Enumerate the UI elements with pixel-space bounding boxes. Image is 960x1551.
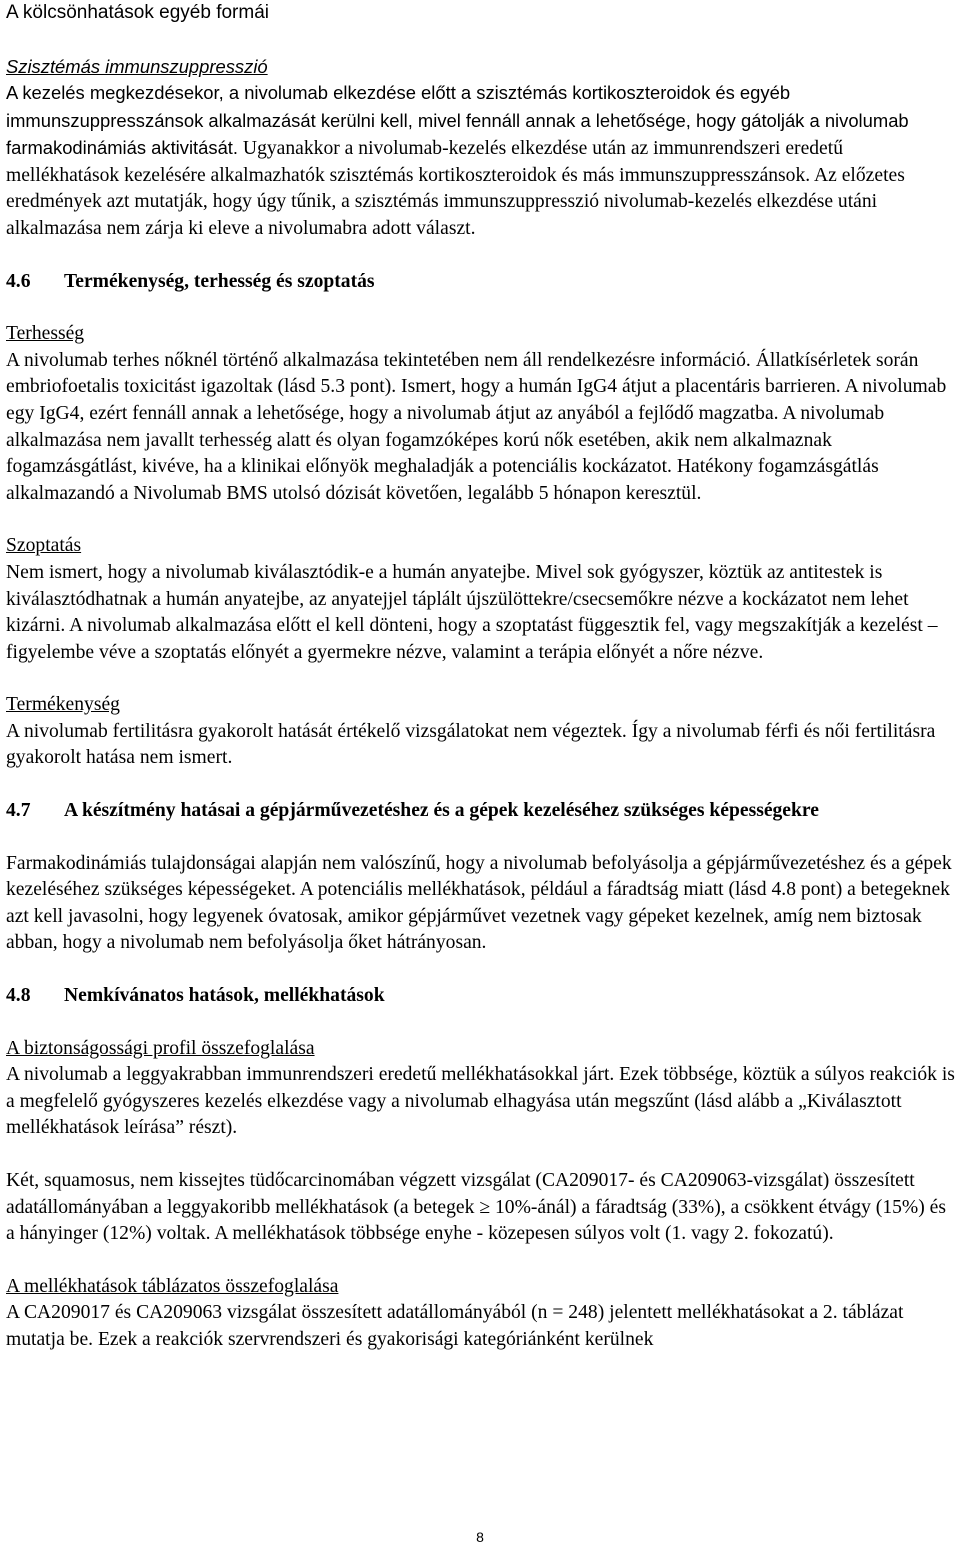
paragraph-text: Ugyanakkor a nivolumab-kezelés elkezdése után az immunrendszeri eredetű mellékhatások kezelésére alkalmazhatók szisztémás kortikoszteroidok és más immunszuppresszánsok. Az előzetes eredmények azt mutatják, hogy úgy tűnik, a szisztémás immunszuppresszió nivolumab-kezelés elkezdése utáni alkalmazása nem zárja ki eleve a nivolumabra adott választ. xyxy=(6,138,905,239)
section-heading-4-6 xyxy=(6,269,956,296)
document-page xyxy=(6,0,956,1354)
paragraph: Két, squamosus, nem kissejtes tüdőcarcinomában végzett vizsgálat (CA209017- és CA209063-vizsgálat) összesített adatállományában a leggyakoribb mellékhatások (a betegek ≥ 10%-ánál) a fáradtság (33%), a csökkent étvágy (15%) és a hányinger (12%) voltak. A mellékhatások többsége enyhe - közepesen súlyos volt (1. vagy 2. fokozatú). xyxy=(6,1170,946,1245)
section-heading-4-7 xyxy=(6,798,956,825)
section-heading-4-8 xyxy=(6,983,956,1010)
subsection-heading: A biztonságossági profil összefoglalása xyxy=(6,1037,315,1059)
paragraph: A nivolumab a leggyakrabban immunrendszeri eredetű mellékhatásokkal járt. Ezek többsége, köztük a súlyos reakciók is a megfelelő gyógyszeres kezelés elkezdése vagy a nivolumab elhagyása után megszűnt (lásd alább a „Kiválasztott mellékhatások leírása” részt). xyxy=(6,1064,955,1139)
highlighted-text: A kezelés megkezdésekor, a nivolumab elkezdése előtt a szisztémás kortikoszteroidok és egyéb immunszuppresszánsok alkalmazását kerülni kell, mivel fennáll annak a lehetősége, hogy gátolják a nivolumab farmakodinámiás aktivitását. xyxy=(6,82,909,159)
paragraph: Farmakodinámiás tulajdonságai alapján nem valószínű, hogy a nivolumab befolyásolja a gépjárművezetéshez és a gépek kezeléséhez szükséges képességeket. A potenciális mellékhatások, például a fáradtság miatt (lásd 4.8 pont) a betegeknek azt kell javasolni, hogy legyenek óvatosak, amikor gépjárművet vezetnek vagy gépeket kezelnek, amíg nem biztosak abban, hogy a nivolumab nem befolyásolja őket hátrányosan. xyxy=(6,852,952,954)
paragraph: A CA209017 és CA209063 vizsgálat összesített adatállományából (n = 248) jelentett mellékhatásokat a 2. táblázat mutatja be. Ezek a reakciók szervrendszeri és gyakorisági kategóriánként kerülnek xyxy=(6,1302,904,1350)
section-title: A kölcsönhatások egyéb formái xyxy=(6,2,269,23)
subsection-heading: Szoptatás xyxy=(6,535,82,557)
subsection-heading: Termékenység xyxy=(6,694,120,716)
paragraph: A nivolumab fertilitásra gyakorolt hatását értékelő vizsgálatokat nem végeztek. Így a nivolumab férfi és női fertilitásra gyakorolt hatása nem ismert. xyxy=(6,720,936,769)
paragraph xyxy=(6,80,956,243)
heading-number: 4.6 xyxy=(6,270,31,292)
page-number: 8 xyxy=(476,1529,484,1545)
paragraph: A nivolumab terhes nőknél történő alkalmazása tekintetében nem áll rendelkezésre információ. Állatkísérletek során embriofoetalis toxicitást igazoltak (lásd 5.3 pont). Ismert, hogy a humán IgG4 átjut a placentáris barrieren. A nivolumab egy IgG4, ezért fennáll annak a lehetősége, hogy a nivolumab átjut az anyából a fejlődő magzatba. A nivolumab alkalmazása nem javallt terhesség alatt és olyan fogamzóképes korú nők esetében, akik nem alkalmaznak fogamzásgátlást, kivéve, ha a klinikai előnyök meghaladják a potenciális kockázatot. Hatékony fogamzásgátlás alkalmazandó a Nivolumab BMS utolsó dózisát követően, legalább 5 hónapon keresztül. xyxy=(6,349,947,504)
heading-text: A készítmény hatásai a gépjárművezetéshez és a gépek kezeléséhez szükséges képességekre xyxy=(64,800,819,822)
subsection-heading: A mellékhatások táblázatos összefoglalása xyxy=(6,1275,339,1297)
subsection-heading: Szisztémás immunszuppresszió xyxy=(6,56,268,77)
heading-number: 4.7 xyxy=(6,800,31,822)
heading-text: Nemkívánatos hatások, mellékhatások xyxy=(64,985,385,1007)
heading-number: 4.8 xyxy=(6,985,31,1007)
subsection-heading: Terhesség xyxy=(6,323,85,345)
heading-text: Termékenység, terhesség és szoptatás xyxy=(64,270,375,292)
paragraph: Nem ismert, hogy a nivolumab kiválasztódik-e a humán anyatejbe. Mivel sok gyógyszer, köztük az antitestek is kiválasztódhatnak a humán anyatejbe, az anyatejjel táplált újszülöttekre/csecsemőkre nézve a kockázatot nem lehet kizárni. A nivolumab alkalmazása előtt el kell dönteni, hogy a szoptatást függesztik fel, vagy megszakítják a kezelést – figyelembe véve a szoptatás előnyét a gyermekre nézve, valamint a terápia előnyét a nőre nézve. xyxy=(6,561,938,663)
